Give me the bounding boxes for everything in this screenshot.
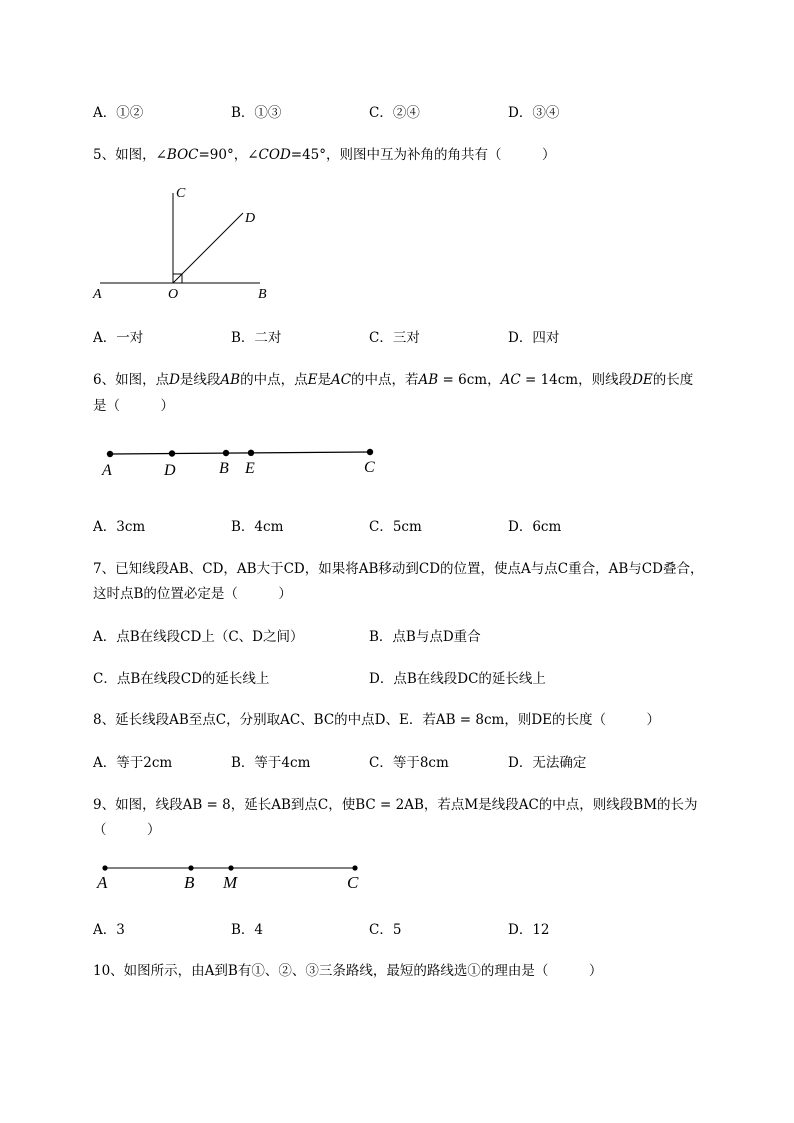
q9-label-a: A xyxy=(97,873,108,892)
q5-angle-cod: ∠COD xyxy=(247,147,291,163)
q6-text-b: 是线段 xyxy=(179,372,221,388)
q5-label-c: C xyxy=(176,186,186,201)
q4-option-c: C．②④ xyxy=(369,105,420,121)
q5-label-a: A xyxy=(93,287,102,302)
q5-label-o: O xyxy=(168,287,179,302)
q9-label-c: C xyxy=(347,873,359,892)
q8-option-a: A．等于2cm xyxy=(93,755,173,771)
q7-option-d: D．点B在线段DC的延长线上 xyxy=(369,671,546,687)
q6-var-ab: AB xyxy=(220,372,241,388)
q6-cond1-val: = 6cm， xyxy=(438,372,501,388)
q7-stem-line1: 7、已知线段AB、CD，AB大于CD，如果将AB移动到CD的位置，使点A与点C重合，AB与CD叠合， xyxy=(93,561,704,577)
q6-option-b: B．4cm xyxy=(231,519,284,535)
q7-stem-line2: 这时点B的位置必定是（ ） xyxy=(93,586,292,602)
q6-var-de: DE xyxy=(632,372,653,388)
q5-eq1: =90°， xyxy=(198,147,248,163)
q6-var-e: E xyxy=(307,372,318,388)
q4-option-b: B．①③ xyxy=(231,105,282,121)
q6-label-e: E xyxy=(245,460,255,477)
q6-figure xyxy=(100,440,390,485)
q6-option-c: C．5cm xyxy=(369,519,422,535)
q9-point-c xyxy=(352,865,357,870)
q6-var-d: D xyxy=(169,372,180,388)
q6-cond2-var: AC xyxy=(500,372,521,388)
q9-option-d: D．12 xyxy=(508,922,550,938)
q8-option-d: D．无法确定 xyxy=(508,755,587,771)
q6-text-f: 的长度 xyxy=(652,372,694,388)
q6-text-c: 的中点，点 xyxy=(240,372,308,388)
q9-point-b xyxy=(188,865,193,870)
q5-prefix: 5、如图， xyxy=(93,147,156,163)
q6-point-c xyxy=(367,449,373,455)
q6-text-e: 的中点，若 xyxy=(351,372,419,388)
q5-option-b: B．二对 xyxy=(231,330,282,346)
q6-point-b xyxy=(223,450,229,456)
q5-option-d: D．四对 xyxy=(508,330,560,346)
q4-option-d: D．③④ xyxy=(508,105,560,121)
q8-option-b: B．等于4cm xyxy=(231,755,311,771)
q9-label-b: B xyxy=(184,873,195,892)
q6-label-c: C xyxy=(364,459,375,476)
q9-option-b: B．4 xyxy=(231,922,264,938)
q10-stem: 10、如图所示，由A到B有①、②、③三条路线，最短的路线选①的理由是（ ） xyxy=(93,963,603,979)
q5-angle-boc: ∠BOC xyxy=(155,147,199,163)
q6-cond2-val: = 14cm，则线段 xyxy=(520,372,633,388)
q7-option-a: A．点B在线段CD上（C、D之间） xyxy=(93,629,304,645)
q5-ray-od xyxy=(173,213,243,283)
q6-point-a xyxy=(107,451,113,457)
q9-stem-line1: 9、如图，线段AB = 8，延长AB到点C，使BC = 2AB，若点M是线段AC的中点，则线段BM的长为 xyxy=(93,797,698,813)
q5-option-c: C．三对 xyxy=(369,330,420,346)
q9-option-c: C．5 xyxy=(369,922,402,938)
q9-figure xyxy=(95,858,375,898)
q6-option-d: D．6cm xyxy=(508,519,562,535)
q6-label-b: B xyxy=(219,460,229,477)
q6-segment xyxy=(110,452,370,454)
q7-option-c: C．点B在线段CD的延长线上 xyxy=(93,671,270,687)
q5-stem xyxy=(93,143,556,163)
q9-label-m: M xyxy=(223,873,238,892)
q4-option-a: A．①② xyxy=(93,105,144,121)
q6-point-e xyxy=(248,450,254,456)
q5-label-d: D xyxy=(245,211,256,226)
q8-option-c: C．等于8cm xyxy=(369,755,449,771)
q5-figure xyxy=(90,180,280,305)
q5-eq2: =45°，则图中互为补角的角共有（ ） xyxy=(290,147,556,163)
q6-label-d: D xyxy=(164,462,176,479)
q8-stem: 8、延长线段AB至点C，分别取AC、BC的中点D、E．若AB = 8cm，则DE的长度（ ） xyxy=(93,712,661,728)
q6-stem-line2: 是（ ） xyxy=(93,398,174,414)
q5-label-b: B xyxy=(258,287,267,302)
q7-option-b: B．点B与点D重合 xyxy=(369,629,481,645)
q6-cond1-var: AB xyxy=(418,372,439,388)
q9-stem-line2: （ ） xyxy=(93,822,161,838)
q6-option-a: A．3cm xyxy=(93,519,146,535)
q9-point-a xyxy=(102,865,107,870)
q9-point-m xyxy=(228,865,233,870)
q6-text-a: 6、如图，点 xyxy=(93,372,170,388)
q6-stem-line1 xyxy=(93,368,693,388)
q5-option-a: A．一对 xyxy=(93,330,144,346)
q6-point-d xyxy=(169,450,175,456)
q6-label-a: A xyxy=(102,462,112,479)
q9-option-a: A．3 xyxy=(93,922,125,938)
q6-var-ac: AC xyxy=(330,372,352,388)
q6-text-d: 是 xyxy=(317,372,331,388)
